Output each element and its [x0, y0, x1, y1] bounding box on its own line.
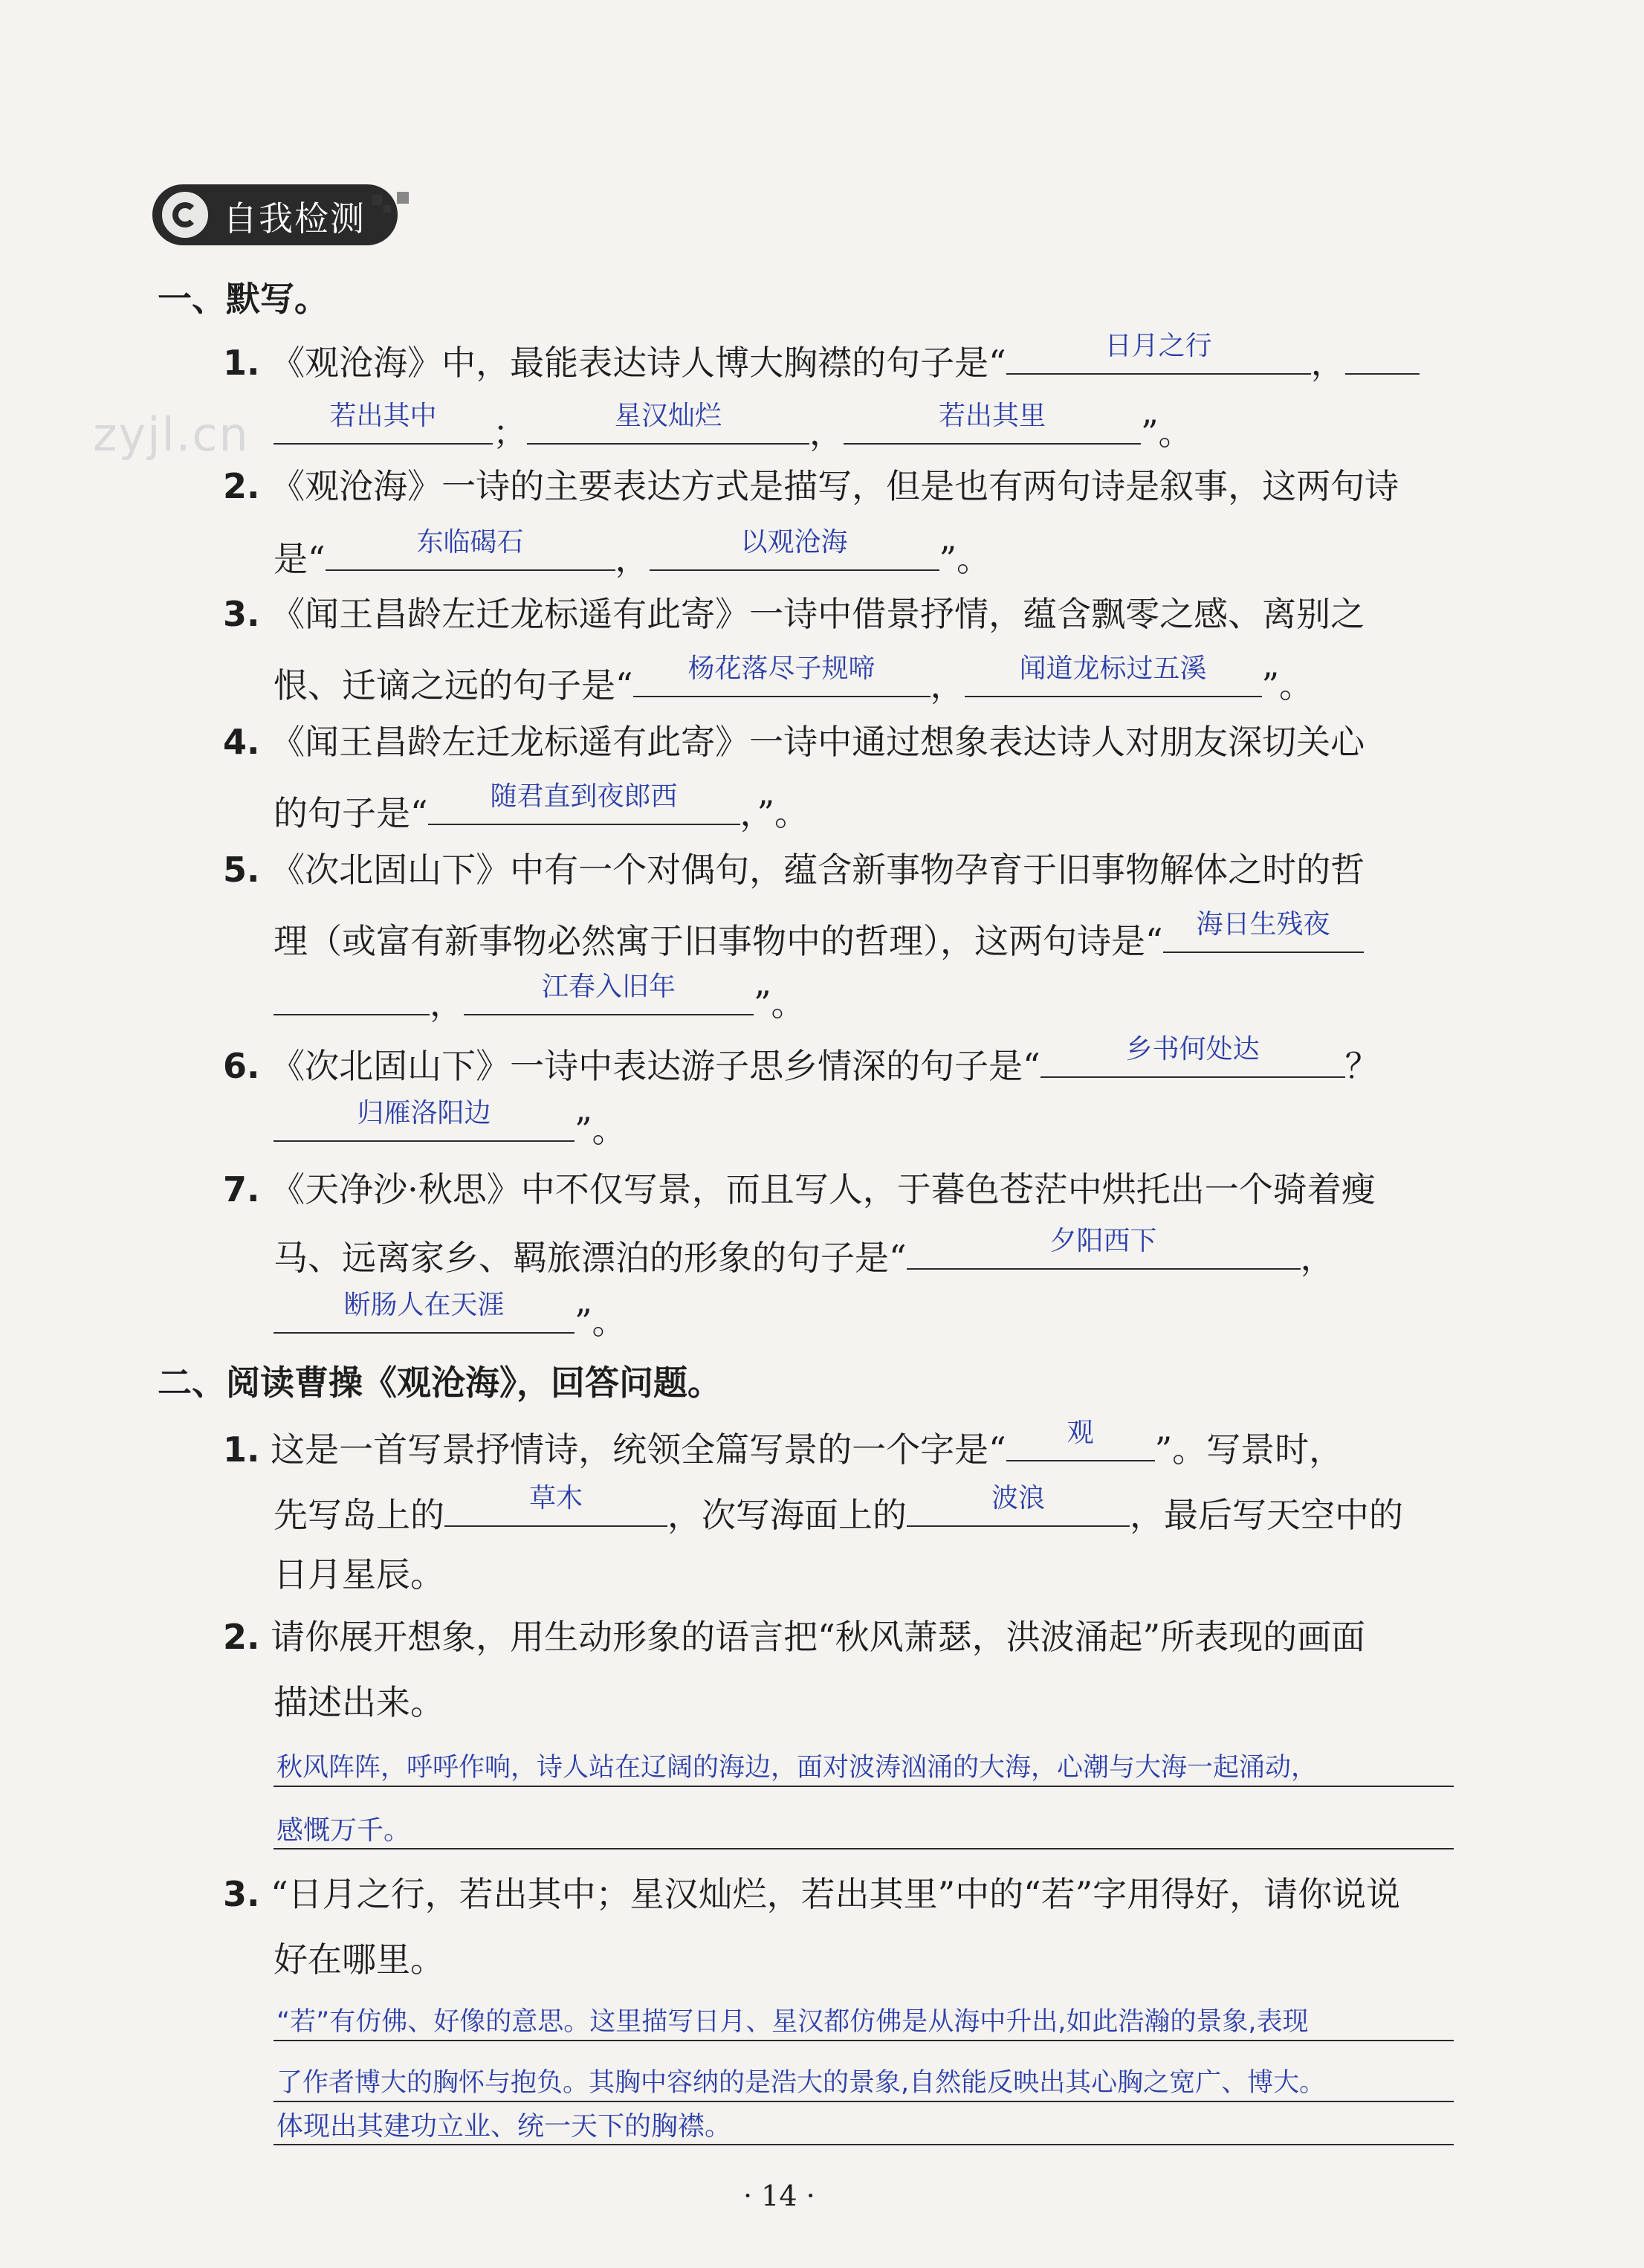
answer-blank[interactable] [444, 1483, 667, 1527]
answer-blank[interactable] [965, 653, 1262, 697]
punct: ”。 [1141, 413, 1193, 453]
s2-q1-line1 [223, 1418, 1344, 1472]
answer-text: 杨花落尽子规啼 [687, 653, 876, 684]
refresh-icon [158, 187, 213, 242]
answer-blank[interactable] [326, 527, 615, 571]
punct: ，”。 [740, 793, 809, 833]
q-text: 先写岛上的 [274, 1495, 444, 1535]
answer-text: 日月之行 [1104, 331, 1212, 361]
answer-text: 若出其里 [938, 401, 1046, 431]
answer-text: 若出其中 [329, 401, 437, 431]
answer-text: 东临碣石 [416, 527, 524, 558]
s1-q6-line2 [274, 1098, 627, 1152]
q-number: 1. [223, 343, 260, 383]
q-number: 5. [223, 850, 260, 890]
answer-text: 草木 [528, 1483, 583, 1513]
answer-blank[interactable] [274, 1290, 575, 1334]
answer-text: 体现出其建功立业、统一天下的胸襟。 [276, 2111, 732, 2142]
answer-blank[interactable] [274, 1098, 575, 1142]
q-text: 这是一首写景抒情诗，统领全篇写景的一个字是“ [271, 1429, 1006, 1470]
answer-blank[interactable] [1345, 336, 1420, 375]
punct: ， [1310, 343, 1345, 383]
q-text: 的句子是“ [274, 793, 428, 833]
s1-q2-line1 [223, 464, 1399, 508]
s2-q3-line2: 好在哪里。 [274, 1939, 444, 1980]
q-number: 3. [223, 594, 260, 634]
answer-rule [274, 1848, 1454, 1849]
answer-rule [274, 2144, 1454, 2145]
punct: ”。 [754, 983, 806, 1024]
q-text: 《观沧海》中，最能表达诗人博大胸襟的句子是“ [271, 343, 1006, 383]
answer-text: 归雁洛阳边 [357, 1098, 491, 1128]
q-number: 3. [223, 1874, 260, 1914]
answer-text: 海日生残夜 [1196, 909, 1330, 940]
answer-text: 夕阳西下 [1049, 1226, 1157, 1256]
q-text: 《观沧海》一诗的主要表达方式是描写，但是也有两句诗是叙事，这两句诗 [271, 466, 1399, 506]
page-number: · 14 · [743, 2180, 815, 2212]
watermark: zyjl.cn [93, 407, 250, 462]
answer-text: 了作者博大的胸怀与抱负。其胸中容纳的是浩大的景象,自然能反映出其心胸之宽广、博大。 [276, 2068, 1326, 2098]
answer-blank[interactable] [274, 401, 493, 445]
s2-q2-line2: 描述出来。 [274, 1682, 444, 1722]
answer-blank[interactable] [1006, 1418, 1155, 1461]
answer-text: 以观沧海 [740, 527, 848, 558]
q-text: 《天净沙·秋思》中不仅写景，而且写人，于暮色苍茫中烘托出一个骑着瘦 [271, 1169, 1376, 1209]
punct: ？ [1344, 1046, 1379, 1086]
s2-q1-line2 [274, 1483, 1403, 1537]
punct: ， [1300, 1238, 1335, 1278]
q-text: 《次北固山下》一诗中表达游子思乡情深的句子是“ [271, 1046, 1041, 1086]
answer-text: 观 [1067, 1418, 1094, 1448]
punct: ， [615, 539, 650, 579]
q-text: 是“ [274, 539, 326, 579]
punct: ； [493, 413, 527, 453]
s1-q1-line1 [223, 331, 1420, 385]
answer-text: 秋风阵阵，呼呼作响，诗人站在辽阔的海边，面对波涛汹涌的大海，心潮与大海一起涌动， [276, 1753, 1318, 1783]
decor-square [372, 195, 382, 205]
q-number: 1. [223, 1429, 260, 1470]
q-text: 《闻王昌龄左迁龙标遥有此寄》一诗中借景抒情，蕴含飘零之感、离别之 [271, 594, 1365, 634]
q-text: 恨、迁谪之远的句子是“ [274, 665, 633, 705]
answer-blank[interactable] [633, 653, 931, 697]
s1-q5-line3 [274, 972, 806, 1026]
section1-title: 一、默写。 [158, 279, 329, 319]
answer-text: “若”有仿佛、好像的意思。这里描写日月、星汉都仿佛是从海中升出,如此浩瀚的景象,表现 [276, 2007, 1309, 2037]
punct: ”。 [575, 1302, 627, 1342]
q-text: 理（或富有新事物必然寓于旧事物中的哲理），这两句诗是“ [274, 921, 1163, 961]
answer-blank[interactable] [428, 781, 740, 825]
answer-blank[interactable] [1163, 909, 1364, 953]
s1-q7-line2 [274, 1226, 1335, 1280]
answer-blank[interactable] [907, 1483, 1130, 1527]
q-text: 《闻王昌龄左迁龙标遥有此寄》一诗中通过想象表达诗人对朋友深切关心 [271, 722, 1365, 762]
q-text: ，次写海面上的 [667, 1495, 907, 1535]
s1-q4-line1 [223, 720, 1365, 764]
answer-blank[interactable] [1006, 331, 1311, 375]
punct: ”。 [939, 539, 991, 579]
answer-blank[interactable] [650, 527, 939, 571]
q-text: ”。写景时， [1154, 1429, 1344, 1470]
answer-rule [274, 2101, 1454, 2102]
answer-blank[interactable] [844, 401, 1141, 445]
q-text: 马、远离家乡、羁旅漂泊的形象的句子是“ [274, 1238, 907, 1278]
s1-q3-line2 [274, 653, 1314, 708]
s1-q1-line2 [274, 401, 1193, 455]
punct: ， [809, 413, 844, 453]
s1-q3-line1 [223, 592, 1365, 636]
answer-text: 乡书何处达 [1125, 1034, 1260, 1064]
q-number: 2. [223, 466, 260, 506]
section2-title: 二、阅读曹操《观沧海》，回答问题。 [158, 1363, 722, 1403]
answer-blank[interactable] [907, 1226, 1301, 1270]
answer-blank[interactable] [274, 977, 430, 1015]
q-text: ，最后写天空中的 [1130, 1495, 1403, 1535]
s1-q7-line3 [274, 1290, 627, 1344]
s2-q3-line1 [223, 1872, 1400, 1916]
answer-rule [274, 2040, 1454, 2041]
s1-q4-line2 [274, 781, 809, 836]
answer-rule [274, 1786, 1454, 1787]
decor-square [397, 192, 409, 204]
answer-text: 随君直到夜郎西 [490, 781, 678, 812]
answer-blank[interactable] [527, 401, 809, 445]
answer-text: 感慨万千。 [276, 1815, 411, 1846]
punct: ， [430, 983, 464, 1024]
s1-q5-line1 [223, 847, 1365, 892]
q-number: 6. [223, 1046, 260, 1086]
answer-text: 江春入旧年 [541, 972, 676, 1002]
punct: ”。 [575, 1110, 627, 1150]
s1-q5-line2 [274, 909, 1364, 963]
q-number: 2. [223, 1617, 260, 1657]
answer-blank[interactable] [464, 972, 754, 1015]
q-number: 7. [223, 1169, 260, 1209]
s1-q6-line1 [223, 1034, 1379, 1088]
page-title: 自我检测 [223, 198, 366, 239]
s1-q2-line2 [274, 527, 991, 581]
punct: ”。 [1261, 665, 1314, 705]
answer-text: 星汉灿烂 [614, 401, 722, 431]
q-text: “日月之行，若出其中；星汉灿烂，若出其里”中的“若”字用得好，请你说说 [271, 1874, 1401, 1914]
s1-q7-line1 [223, 1167, 1376, 1212]
q-text: 《次北固山下》中有一个对偶句，蕴含新事物孕育于旧事物解体之时的哲 [271, 850, 1365, 890]
answer-blank[interactable] [1041, 1034, 1345, 1078]
q-number: 4. [223, 722, 260, 762]
q-text: 请你展开想象，用生动形象的语言把“秋风萧瑟，洪波涌起”所表现的画面 [271, 1617, 1366, 1657]
decor-square [384, 205, 391, 213]
s2-q1-line3: 日月星辰。 [274, 1554, 444, 1595]
answer-text: 波浪 [991, 1483, 1045, 1513]
answer-text: 断肠人在天涯 [343, 1290, 505, 1320]
punct: ， [930, 665, 965, 705]
s2-q2-line1 [223, 1615, 1365, 1659]
answer-text: 闻道龙标过五溪 [1019, 653, 1207, 684]
